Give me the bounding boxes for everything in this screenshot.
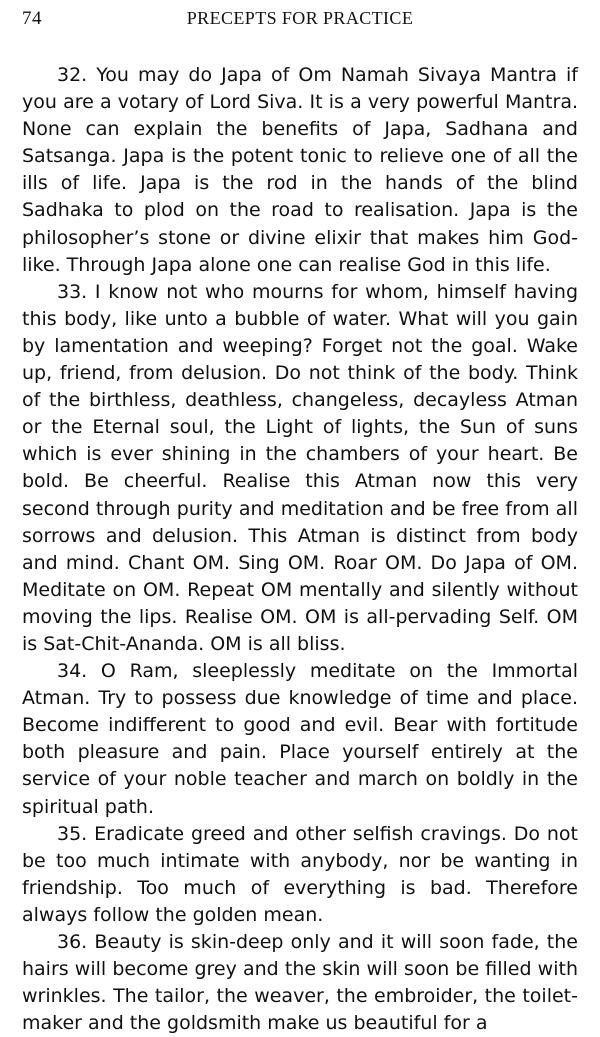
paragraph-32: 32. You may do Japa of Om Namah Sivaya Mantra if you are a votary of Lord Siva. It is a very powerful Mantra. None can explain the benefits of Japa, Sadhana and Satsanga. Japa is the potent tonic to relieve one of all the ills of life. Japa is the rod in the hands of the blind Sadhaka to plod on the road to realisation. Japa is the philosopher’s stone or divine elixir that makes him God-like. Through Japa alone one can realise God in this life. bbox=[22, 64, 578, 276]
page-number: 74 bbox=[22, 8, 42, 29]
paragraph-34: 34. O Ram, sleeplessly meditate on the Immortal Atman. Try to possess due knowledge of time and place. Become indifferent to good and evil. Bear with fortitude both pleasure and pain. Place yourself entirely at the service of your noble teacher and march on boldly in the spiritual path. bbox=[22, 660, 578, 818]
paragraph-33: 33. I know not who mourns for whom, himself having this body, like unto a bubble of water. What will you gain by lamentation and weeping? Forget not the goal. Wake up, friend, from delusion. Do not think of the body. Think of the birthless, deathless, changeless, decayless Atman or the Eternal soul, the Light of lights, the Sun of suns which is ever shining in the chambers of your heart. Be bold. Be cheerful. Realise this Atman now this very second through purity and meditation and be free from all sorrows and delusion. This Atman is distinct from body and mind. Chant OM. Sing OM. Roar OM. Do Japa of OM. Meditate on OM. Repeat OM mentally and silently without moving the lips. Realise OM. OM is all-pervading Self. OM is Sat-Chit-Ananda. OM is all bliss. bbox=[22, 280, 578, 655]
running-head: PRECEPTS FOR PRACTICE bbox=[186, 8, 414, 28]
page-header bbox=[22, 8, 578, 34]
paragraph-35: 35. Eradicate greed and other selfish cravings. Do not be too much intimate with anybody, nor be wanting in friendship. Too much of everything is bad. Therefore always follow the golden mean. bbox=[22, 822, 578, 926]
body-text bbox=[22, 62, 578, 1037]
paragraph-36: 36. Beauty is skin-deep only and it will soon fade, the hairs will become grey and the skin will soon be filled with wrinkles. The tailor, the weaver, the embroider, the toilet-maker and the goldsmith make us beautiful for a bbox=[22, 931, 578, 1035]
